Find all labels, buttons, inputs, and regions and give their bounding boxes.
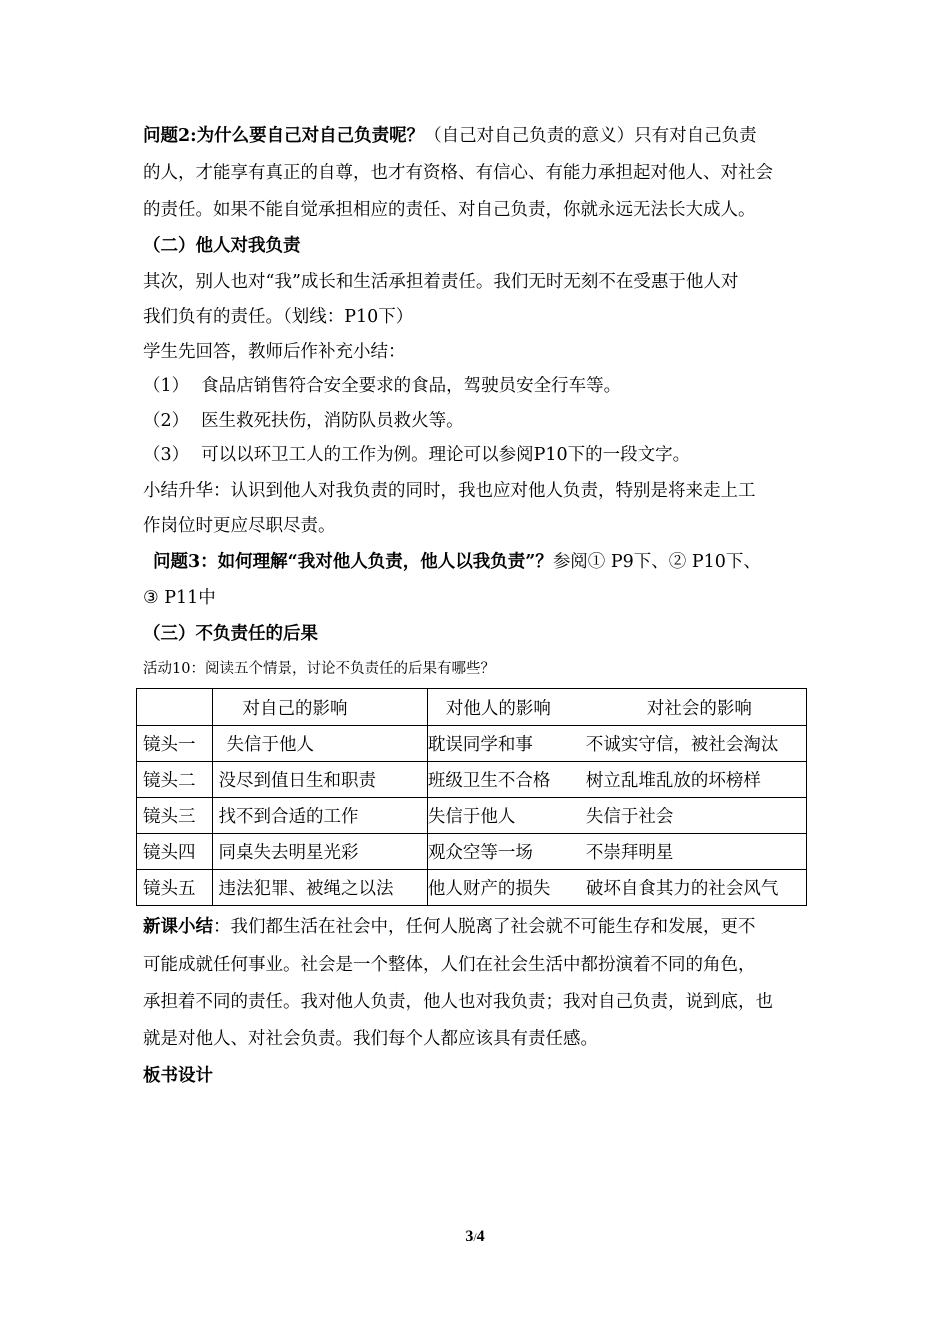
question-2-line [143, 124, 757, 148]
table-header-others: 对他人的影响 [445, 698, 551, 719]
table-cell-society: 失信于社会 [585, 807, 674, 827]
table-cell-others: 失信于他人 [427, 807, 516, 827]
conclusion-label: 新课小结 [143, 917, 213, 937]
list-item-number: （3） [143, 445, 190, 465]
question-3-body: 参阅① P9下、② P10下、 [552, 552, 761, 572]
table-row [137, 762, 807, 798]
table-cell-others-society [427, 798, 806, 834]
table-cell-self: 没尽到值日生和职责 [212, 762, 427, 798]
list-item [143, 409, 464, 433]
table-cell-others: 班级卫生不合格 [427, 771, 551, 791]
page-separator: / [473, 1230, 477, 1244]
table-cell-society: 破坏自食其力的社会风气 [585, 879, 779, 899]
paragraph-line: 的人，才能享有真正的自尊，也才有资格、有信心、有能力承担起对他人、对社会 [143, 163, 773, 183]
conclusion-line: 可能成就任何事业。社会是一个整体，人们在社会生活中都扮演着不同的角色， [143, 955, 756, 975]
list-item-text: 医生救死扶伤，消防队员救火等。 [201, 411, 464, 431]
table-cell-scene: 镜头一 [137, 726, 213, 762]
table-cell-others: 观众空等一场 [427, 843, 533, 863]
question-2-body: （自己对自己负责的意义）只有对自己负责 [424, 126, 757, 146]
list-item-number: （2） [143, 411, 190, 431]
table-cell-others: 他人财产的损失 [427, 879, 551, 899]
table-cell-scene: 镜头二 [137, 762, 213, 798]
table-header-society: 对社会的影响 [646, 698, 752, 719]
conclusion-text: ：我们都生活在社会中，任何人脱离了社会就不可能生存和发展，更不 [213, 917, 756, 937]
table-header-row [137, 689, 807, 726]
table-row [137, 798, 807, 834]
table-header-cell [427, 689, 806, 726]
question-3-title: 问题3：如何理解“我对他人负责，他人以我负责”？ [153, 552, 553, 572]
conclusion-line: 承担着不同的责任。我对他人负责，他人也对我负责；我对自己负责，说到底，也 [143, 992, 773, 1012]
summary-line: 小结升华：认识到他人对我负责的同时，我也应对他人负责，特别是将来走上工 [143, 481, 756, 501]
table-header-cell: 对自己的影响 [212, 689, 427, 726]
conclusion-line [143, 915, 756, 939]
summary-line: 作岗位时更应尽职尽责。 [143, 516, 336, 536]
table-cell-scene: 镜头三 [137, 798, 213, 834]
table-row [137, 870, 807, 906]
page-current: 3 [465, 1228, 474, 1245]
list-item [143, 374, 621, 398]
table-cell-self: 违法犯罪、被绳之以法 [212, 870, 427, 906]
table-cell-self: 找不到合适的工作 [212, 798, 427, 834]
list-item [143, 443, 690, 467]
list-item-text: 可以以环卫工人的工作为例。理论可以参阅P10下的一段文字。 [201, 445, 691, 465]
table-cell-society: 不诚实守信，被社会淘汰 [585, 735, 779, 755]
question-3-line-2: ③ P11中 [143, 588, 216, 608]
question-3-line [153, 550, 761, 574]
table-cell-others-society [427, 762, 806, 798]
table-cell-self: 失信于他人 [212, 726, 427, 762]
table-cell-others-society [427, 834, 806, 870]
page-total: 4 [476, 1228, 485, 1245]
table-row [137, 726, 807, 762]
table-cell-society: 不崇拜明星 [585, 843, 674, 863]
table-header-cell [137, 689, 213, 726]
table-cell-scene: 镜头五 [137, 870, 213, 906]
section-heading-3: （三）不负责任的后果 [143, 624, 318, 644]
paragraph-line: 的责任。如果不能自觉承担相应的责任、对自己负责，你就永远无法长大成人。 [143, 200, 756, 220]
paragraph-line: 学生先回答，教师后作补充小结： [143, 342, 406, 362]
list-item-number: （1） [143, 376, 190, 396]
list-item-text: 食品店销售符合安全要求的食品，驾驶员安全行车等。 [201, 376, 622, 396]
consequence-table [136, 688, 807, 906]
paragraph-line: 我们负有的责任。（划线：P10下） [143, 307, 414, 327]
table-cell-society: 树立乱堆乱放的坏榜样 [585, 771, 761, 791]
table-cell-others-society [427, 870, 806, 906]
conclusion-line: 就是对他人、对社会负责。我们每个人都应该具有责任感。 [143, 1029, 598, 1049]
table-row [137, 834, 807, 870]
table-cell-others-society [427, 726, 806, 762]
table-cell-self: 同桌失去明星光彩 [212, 834, 427, 870]
table-cell-scene: 镜头四 [137, 834, 213, 870]
section-heading-2: （二）他人对我负责 [143, 236, 301, 256]
activity-caption: 活动10：阅读五个情景，讨论不负责任的后果有哪些？ [143, 661, 495, 677]
table-cell-others: 耽误同学和事 [427, 735, 533, 755]
paragraph-line: 其次，别人也对“我”成长和生活承担着责任。我们无时无刻不在受惠于他人对 [143, 272, 739, 292]
page-number [0, 1228, 950, 1246]
board-design-heading: 板书设计 [143, 1066, 213, 1086]
question-2-title: 问题2:为什么要自己对自己负责呢？ [143, 126, 425, 146]
